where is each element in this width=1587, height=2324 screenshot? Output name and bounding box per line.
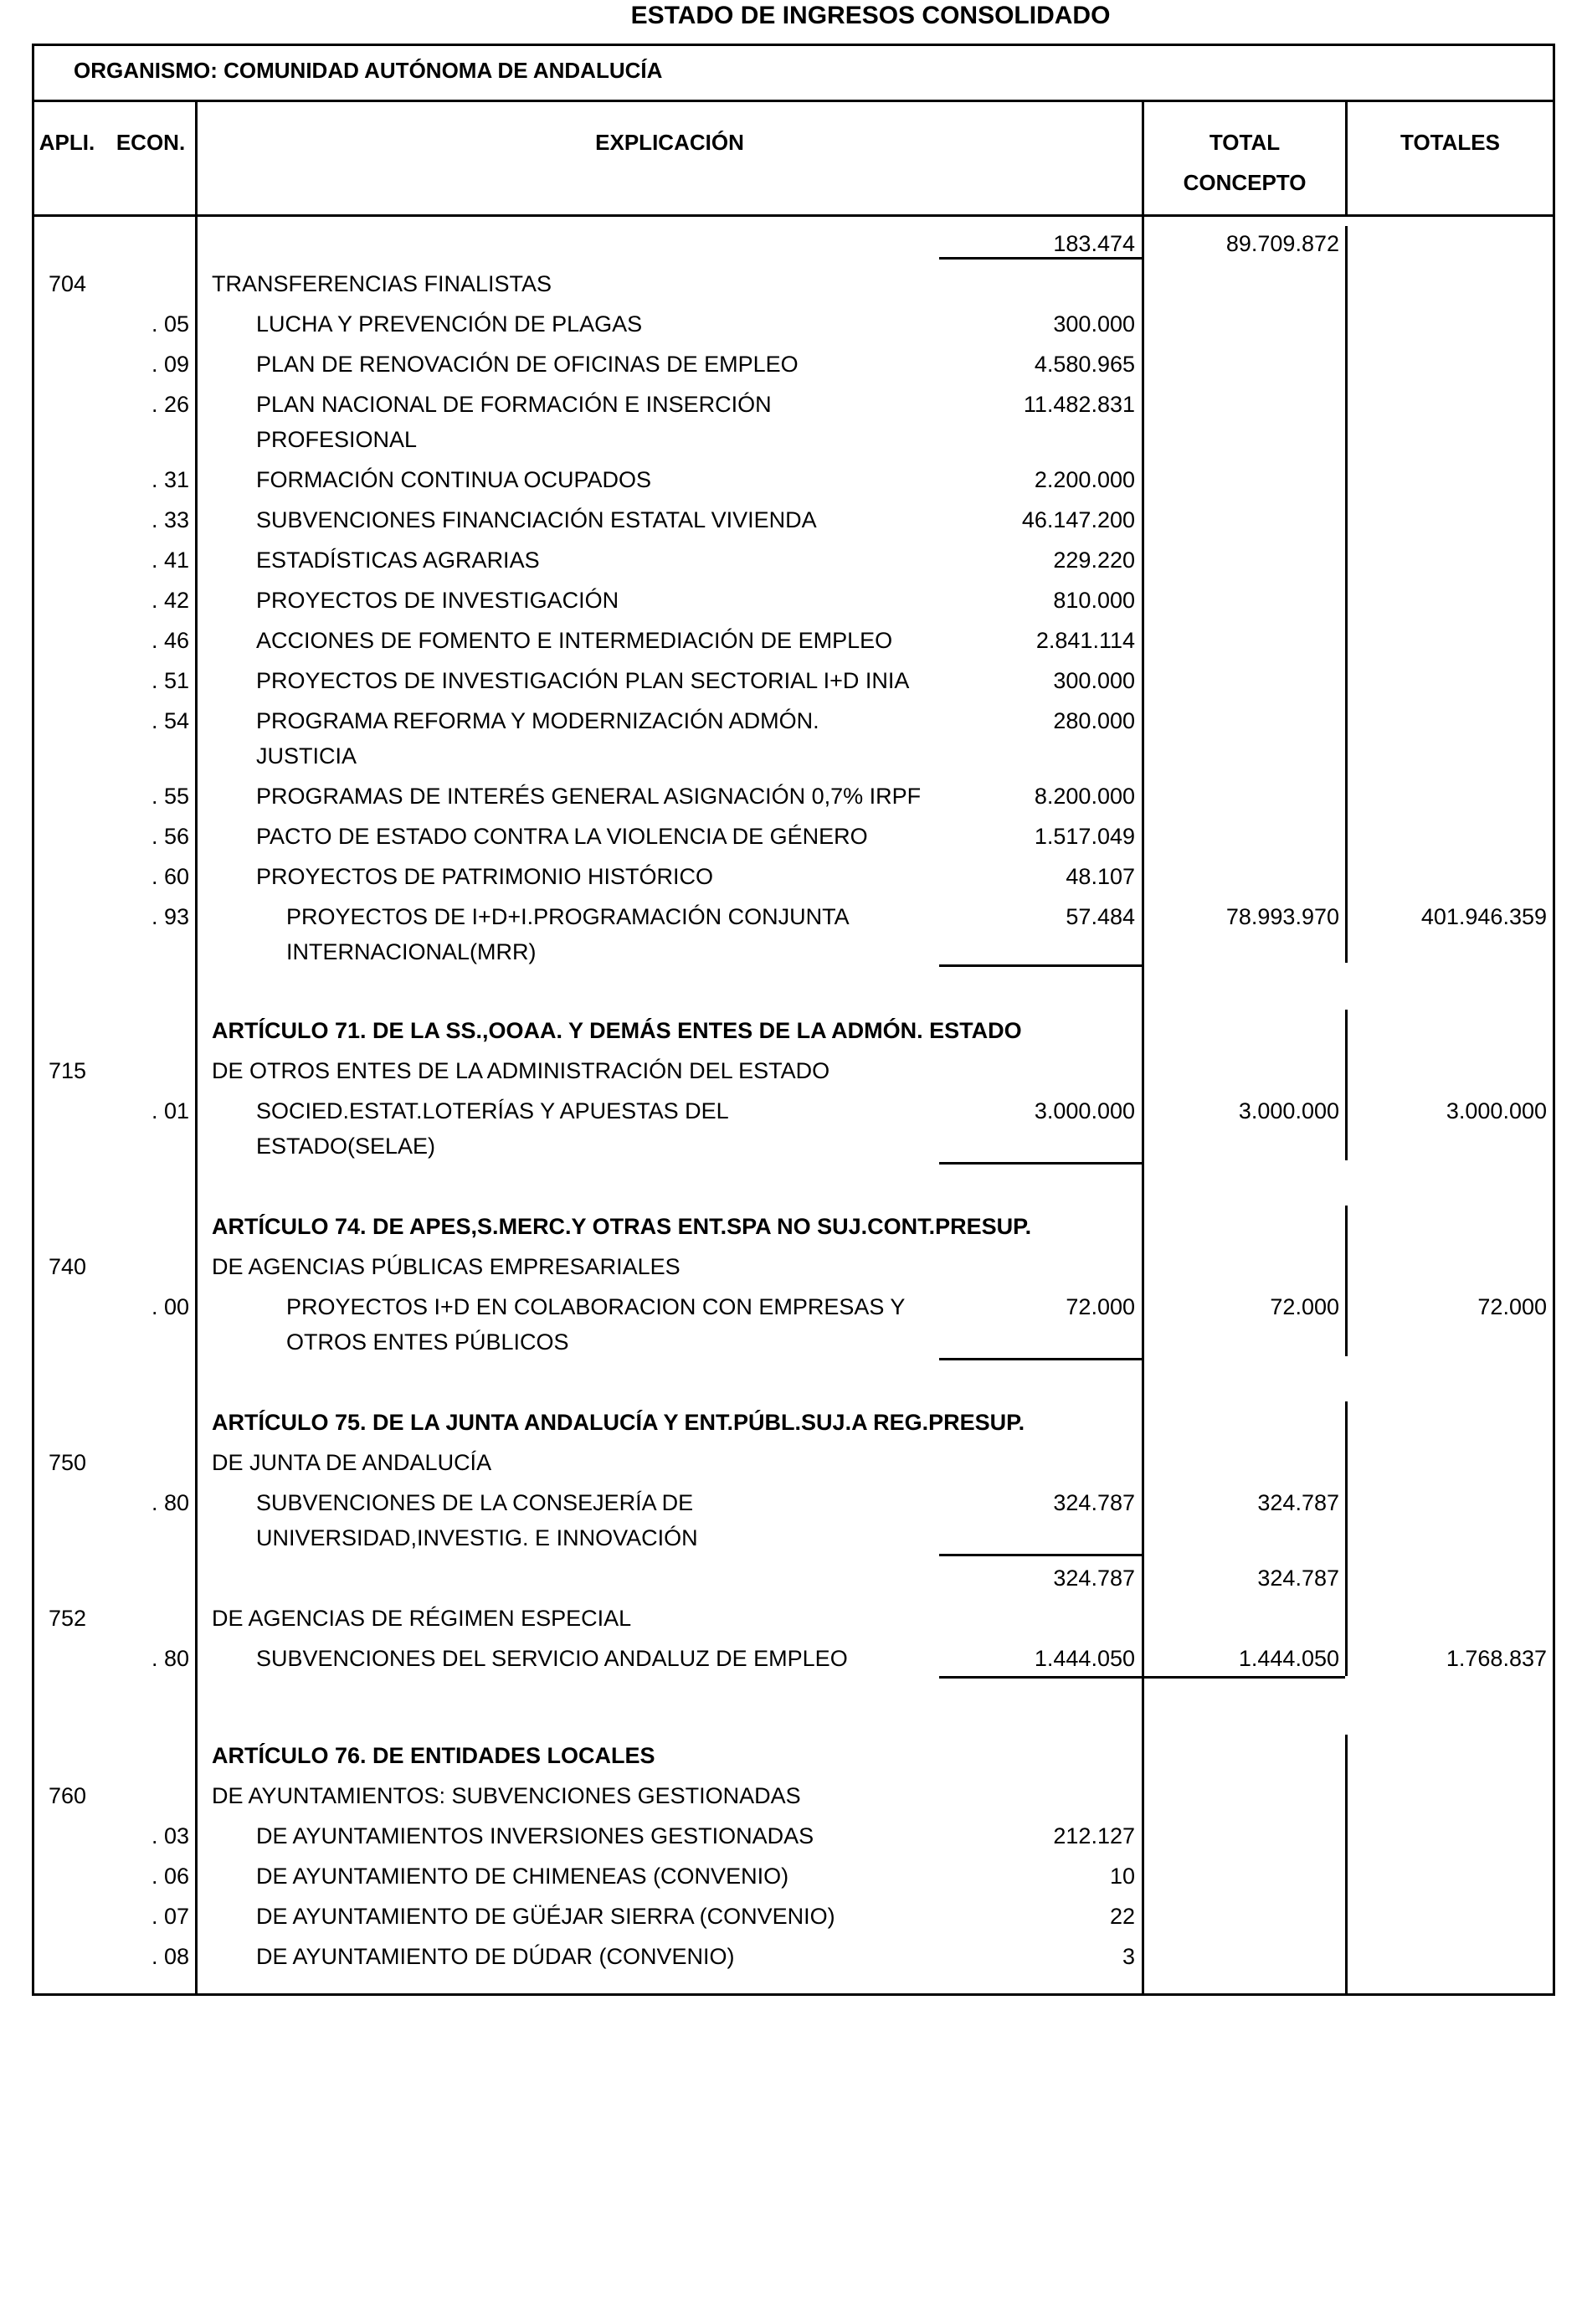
row-explanation: DE OTROS ENTES DE LA ADMINISTRACIÓN DEL ESTADO <box>212 1058 830 1083</box>
row-explanation: PACTO DE ESTADO CONTRA LA VIOLENCIA DE GÉNERO <box>256 824 868 849</box>
header-totales: TOTALES <box>1400 130 1500 155</box>
row-explanation: DE AYUNTAMIENTOS: SUBVENCIONES GESTIONADAS <box>212 1783 801 1808</box>
amount: 1.517.049 <box>1034 824 1135 849</box>
econ-code: . 09 <box>151 352 189 377</box>
header-econ: ECON. <box>116 130 186 155</box>
total-concepto: 78.993.970 <box>1225 904 1339 929</box>
row-explanation: PROGRAMA REFORMA Y MODERNIZACIÓN ADMÓN. <box>256 708 819 733</box>
row-explanation: SUBVENCIONES DEL SERVICIO ANDALUZ DE EMPLEO <box>256 1646 848 1671</box>
row-explanation: DE JUNTA DE ANDALUCÍA <box>212 1450 492 1475</box>
total-concepto: 3.000.000 <box>1238 1098 1339 1123</box>
header-explicacion: EXPLICACIÓN <box>595 130 744 155</box>
amount: 229.220 <box>1053 548 1135 573</box>
article-heading: ARTÍCULO 75. DE LA JUNTA ANDALUCÍA Y ENT.PÚBL.SUJ.A REG.PRESUP. <box>212 1410 1025 1435</box>
row-explanation: PROYECTOS DE I+D+I.PROGRAMACIÓN CONJUNTA <box>286 904 850 929</box>
totales: 72.000 <box>1477 1294 1547 1319</box>
column-divider <box>1345 1206 1348 1356</box>
row-explanation: FORMACIÓN CONTINUA OCUPADOS <box>256 467 652 492</box>
row-explanation: ACCIONES DE FOMENTO E INTERMEDIACIÓN DE EMPLEO <box>256 628 893 653</box>
apli-code: 715 <box>49 1058 87 1083</box>
amount: 810.000 <box>1053 588 1135 613</box>
econ-code: . 60 <box>151 864 189 889</box>
row-explanation: DE AGENCIAS DE RÉGIMEN ESPECIAL <box>212 1606 632 1631</box>
amount: 8.200.000 <box>1034 784 1135 809</box>
econ-code: . 80 <box>151 1646 189 1671</box>
header-separator <box>32 214 1555 217</box>
amount: 57.484 <box>1066 904 1135 929</box>
subtotal-rule <box>939 1358 1142 1360</box>
econ-code: . 31 <box>151 467 189 492</box>
econ-code: . 07 <box>151 1904 189 1929</box>
subtotal-rule <box>1144 1676 1345 1679</box>
row-explanation: DE AYUNTAMIENTOS INVERSIONES GESTIONADAS <box>256 1823 814 1848</box>
row-explanation-continued: INTERNACIONAL(MRR) <box>286 939 537 964</box>
amount: 212.127 <box>1053 1823 1135 1848</box>
apli-code: 704 <box>49 271 87 296</box>
row-explanation: PROYECTOS I+D EN COLABORACION CON EMPRESAS Y <box>286 1294 906 1319</box>
econ-code: . 54 <box>151 708 189 733</box>
column-divider <box>1345 1735 1348 1996</box>
amount: 48.107 <box>1066 864 1135 889</box>
total-concepto: 324.787 <box>1257 1566 1339 1591</box>
row-explanation-continued: PROFESIONAL <box>256 427 418 452</box>
page-title: ESTADO DE INGRESOS CONSOLIDADO <box>630 2 1111 29</box>
econ-code: . 41 <box>151 548 189 573</box>
totales: 1.768.837 <box>1446 1646 1547 1671</box>
total-concepto: 324.787 <box>1257 1490 1339 1515</box>
apli-code: 740 <box>49 1254 87 1279</box>
row-explanation: SOCIED.ESTAT.LOTERÍAS Y APUESTAS DEL <box>256 1098 729 1123</box>
amount: 4.580.965 <box>1034 352 1135 377</box>
amount: 22 <box>1109 1904 1135 1929</box>
amount: 324.787 <box>1053 1490 1135 1515</box>
amount: 280.000 <box>1053 708 1135 733</box>
apli-code: 752 <box>49 1606 87 1631</box>
row-explanation: SUBVENCIONES FINANCIACIÓN ESTATAL VIVIENDA <box>256 507 817 532</box>
row-explanation: PROYECTOS DE INVESTIGACIÓN <box>256 588 619 613</box>
row-explanation: PROYECTOS DE PATRIMONIO HISTÓRICO <box>256 864 714 889</box>
column-divider <box>1345 1401 1348 1676</box>
econ-code: . 46 <box>151 628 189 653</box>
econ-code: . 51 <box>151 668 189 693</box>
econ-code: . 26 <box>151 392 189 417</box>
row-explanation: SUBVENCIONES DE LA CONSEJERÍA DE <box>256 1490 694 1515</box>
econ-code: . 56 <box>151 824 189 849</box>
total-concepto: 1.444.050 <box>1238 1646 1339 1671</box>
econ-code: . 55 <box>151 784 189 809</box>
total-concepto: 89.709.872 <box>1225 231 1339 256</box>
row-explanation: DE AGENCIAS PÚBLICAS EMPRESARIALES <box>212 1254 681 1279</box>
amount: 11.482.831 <box>1023 392 1135 417</box>
total-concepto: 72.000 <box>1270 1294 1339 1319</box>
row-explanation: DE AYUNTAMIENTO DE DÚDAR (CONVENIO) <box>256 1944 735 1969</box>
totales: 3.000.000 <box>1446 1098 1547 1123</box>
econ-code: . 80 <box>151 1490 189 1515</box>
econ-code: . 42 <box>151 588 189 613</box>
row-explanation-continued: ESTADO(SELAE) <box>256 1134 436 1159</box>
article-heading: ARTÍCULO 76. DE ENTIDADES LOCALES <box>212 1743 655 1768</box>
amount: 72.000 <box>1066 1294 1135 1319</box>
totales: 401.946.359 <box>1420 904 1547 929</box>
row-explanation-continued: JUSTICIA <box>256 743 357 769</box>
row-explanation: PLAN NACIONAL DE FORMACIÓN E INSERCIÓN <box>256 392 772 417</box>
organism-label: ORGANISMO: COMUNIDAD AUTÓNOMA DE ANDALUCÍA <box>74 58 663 83</box>
subtotal-rule <box>939 1676 1142 1679</box>
apli-code: 760 <box>49 1783 87 1808</box>
amount: 183.474 <box>1053 231 1135 256</box>
row-explanation-continued: OTROS ENTES PÚBLICOS <box>286 1329 569 1355</box>
article-heading: ARTÍCULO 71. DE LA SS.,OOAA. Y DEMÁS ENTES DE LA ADMÓN. ESTADO <box>212 1018 1022 1043</box>
amount: 1.444.050 <box>1034 1646 1135 1671</box>
subtotal-rule <box>939 257 1142 260</box>
header-total-concepto-2: CONCEPTO <box>1183 170 1307 195</box>
row-explanation: TRANSFERENCIAS FINALISTAS <box>212 271 552 296</box>
row-explanation-continued: UNIVERSIDAD,INVESTIG. E INNOVACIÓN <box>256 1525 698 1550</box>
row-explanation: DE AYUNTAMIENTO DE GÜÉJAR SIERRA (CONVENIO) <box>256 1904 835 1929</box>
econ-code: . 33 <box>151 507 189 532</box>
row-explanation: PROYECTOS DE INVESTIGACIÓN PLAN SECTORIAL I+D INIA <box>256 668 910 693</box>
amount: 300.000 <box>1053 668 1135 693</box>
amount: 300.000 <box>1053 311 1135 337</box>
subtotal-rule <box>939 1162 1142 1165</box>
row-explanation: PLAN DE RENOVACIÓN DE OFICINAS DE EMPLEO <box>256 352 799 377</box>
row-explanation: LUCHA Y PREVENCIÓN DE PLAGAS <box>256 311 643 337</box>
amount: 10 <box>1109 1864 1135 1889</box>
row-explanation: PROGRAMAS DE INTERÉS GENERAL ASIGNACIÓN 0,7% IRPF <box>256 784 922 809</box>
amount: 3.000.000 <box>1034 1098 1135 1123</box>
column-divider <box>1345 226 1348 963</box>
column-divider <box>195 102 198 1996</box>
econ-code: . 06 <box>151 1864 189 1889</box>
column-divider <box>1142 102 1144 1996</box>
amount: 2.200.000 <box>1034 467 1135 492</box>
subtotal-rule <box>939 1554 1142 1556</box>
article-heading: ARTÍCULO 74. DE APES,S.MERC.Y OTRAS ENT.SPA NO SUJ.CONT.PRESUP. <box>212 1214 1032 1239</box>
apli-code: 750 <box>49 1450 87 1475</box>
econ-code: . 08 <box>151 1944 189 1969</box>
header-apli: APLI. <box>39 130 95 155</box>
subtotal-rule <box>939 964 1142 967</box>
econ-code: . 03 <box>151 1823 189 1848</box>
econ-code: . 01 <box>151 1098 189 1123</box>
column-divider <box>1345 1010 1348 1160</box>
row-explanation: DE AYUNTAMIENTO DE CHIMENEAS (CONVENIO) <box>256 1864 789 1889</box>
amount: 324.787 <box>1053 1566 1135 1591</box>
row-explanation: ESTADÍSTICAS AGRARIAS <box>256 548 540 573</box>
amount: 46.147.200 <box>1021 507 1135 532</box>
amount: 3 <box>1122 1944 1135 1969</box>
econ-code: . 00 <box>151 1294 189 1319</box>
amount: 2.841.114 <box>1035 628 1135 653</box>
econ-code: . 93 <box>151 904 189 929</box>
econ-code: . 05 <box>151 311 189 337</box>
header-total-concepto-1: TOTAL <box>1209 130 1281 155</box>
